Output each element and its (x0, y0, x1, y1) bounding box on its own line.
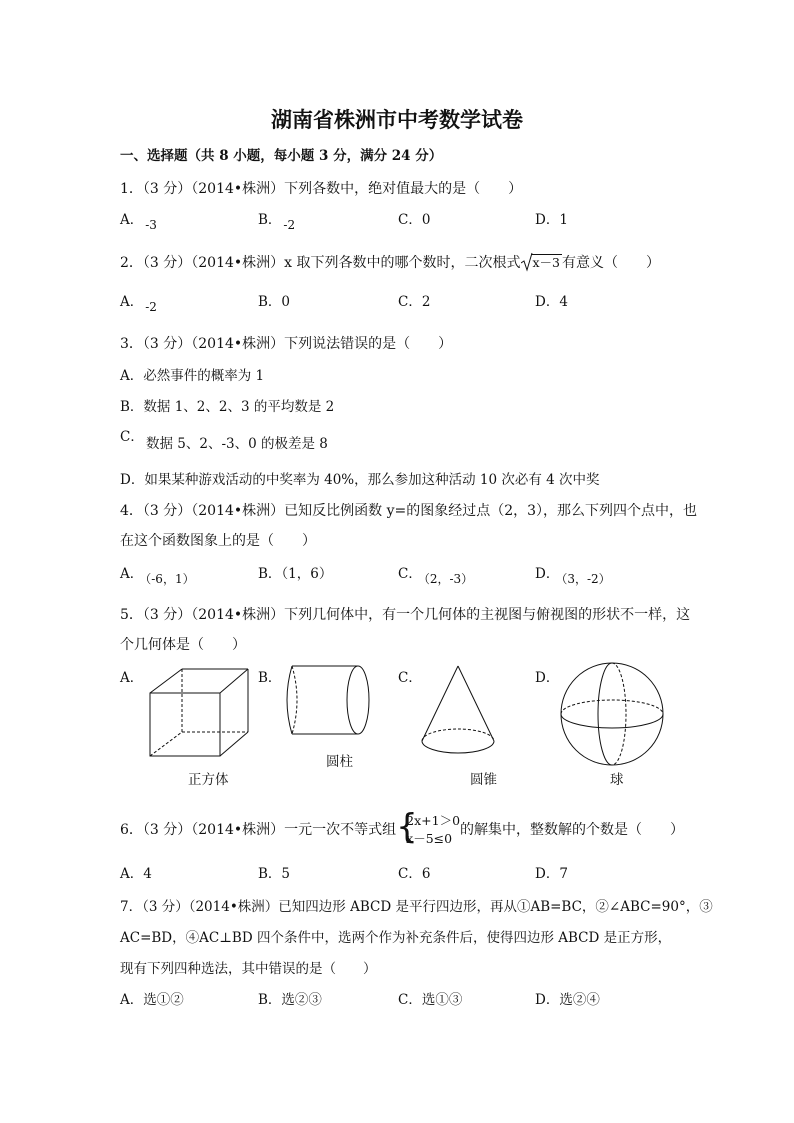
question-4-line-1: 4．（3 分）（2014•株洲）已知反比例函数 y=的图象经过点（2，3），那么下列四个点中，也 (120, 503, 698, 519)
q4-option-c: C． （2，-3） (398, 566, 474, 586)
sphere-caption: 球 (610, 772, 624, 788)
q3-option-c-letter: C． (120, 429, 144, 445)
q2-option-d: D．4 (535, 294, 568, 310)
question-7-line-2: AC=BD，④AC⊥BD 四个条件中，选两个作为补充条件后，使得四边形 ABCD 是正方形， (120, 930, 672, 946)
q5-option-a: A． (120, 670, 144, 686)
q3-option-d: D．如果某种游戏活动的中奖率为 40%，那么参加这种活动 10 次必有 4 次中奖 (120, 472, 600, 488)
q6-option-c: C．6 (398, 866, 431, 882)
question-4-line-2: 在这个函数图象上的是（ ） (120, 533, 316, 549)
q7-option-a: A．选①② (120, 992, 184, 1008)
inequality-system: { 2x+1＞0 x－5≤0 (396, 807, 461, 847)
section-heading: 一、选择题（共 8 小题，每小题 3 分，满分 24 分） (120, 148, 443, 164)
q4-option-b: B．（1，6） (258, 566, 333, 582)
q7-option-c: C．选①③ (398, 992, 463, 1008)
cylinder-figure (280, 662, 380, 742)
page-title: 湖南省株洲市中考数学试卷 (271, 107, 523, 132)
q7-option-b: B．选②③ (258, 992, 322, 1008)
question-5-line-2: 个几何体是（ ） (120, 637, 246, 653)
q5-option-b: B． (258, 670, 282, 686)
q5-option-d: D． (535, 670, 560, 686)
square-root: x－3 (521, 253, 563, 271)
q4-option-d: D． （3，-2） (535, 566, 611, 586)
q2-option-c: C．2 (398, 294, 431, 310)
q3-option-b: B．数据 1、2、2、3 的平均数是 2 (120, 399, 335, 415)
question-5-line-1: 5．（3 分）（2014•株洲）下列几何体中，有一个几何体的主视图与俯视图的形状不一样，这 (120, 607, 691, 623)
sphere-figure (556, 660, 668, 768)
q6-option-b: B．5 (258, 866, 291, 882)
cylinder-caption: 圆柱 (326, 754, 353, 770)
q2-option-a: A． -2 (120, 294, 157, 314)
cone-figure (412, 662, 512, 760)
q3-option-a: A．必然事件的概率为 1 (120, 368, 265, 384)
question-6: 6．（3 分）（2014•株洲）一元一次不等式组 { 2x+1＞0 x－5≤0 的解集中，整数解的个数是（ ） (120, 807, 685, 847)
cube-caption: 正方体 (188, 772, 229, 788)
cone-caption: 圆锥 (470, 772, 497, 788)
q6-option-d: D．7 (535, 866, 568, 882)
question-7-line-3: 现有下列四种选法，其中错误的是（ ） (120, 961, 377, 977)
question-7-line-1: 7．（3 分）（2014•株洲）已知四边形 ABCD 是平行四边形，再从①AB=BC，②∠ABC=90°，③ (120, 899, 713, 915)
q1-option-d: D．1 (535, 212, 568, 228)
q5-option-c: C． (398, 670, 422, 686)
q1-option-a: A． -3 (120, 212, 157, 232)
q1-option-c: C．0 (398, 212, 431, 228)
q1-option-b: B． -2 (258, 212, 296, 232)
q2-option-b: B．0 (258, 294, 291, 310)
q3-option-c: 数据 5、2、-3、0 的极差是 8 (146, 436, 328, 452)
question-1: 1．（3 分）（2014•株洲）下列各数中，绝对值最大的是（ ） (120, 181, 523, 197)
q4-option-a: A． （-6，1） (120, 566, 195, 586)
question-3: 3．（3 分）（2014•株洲）下列说法错误的是（ ） (120, 336, 453, 352)
cube-figure (140, 665, 260, 765)
q6-option-a: A．4 (120, 866, 152, 882)
q7-option-d: D．选②④ (535, 992, 600, 1008)
question-2: 2．（3 分）（2014•株洲）x 取下列各数中的哪个数时，二次根式 x－3 有意义（ ） (120, 255, 661, 271)
